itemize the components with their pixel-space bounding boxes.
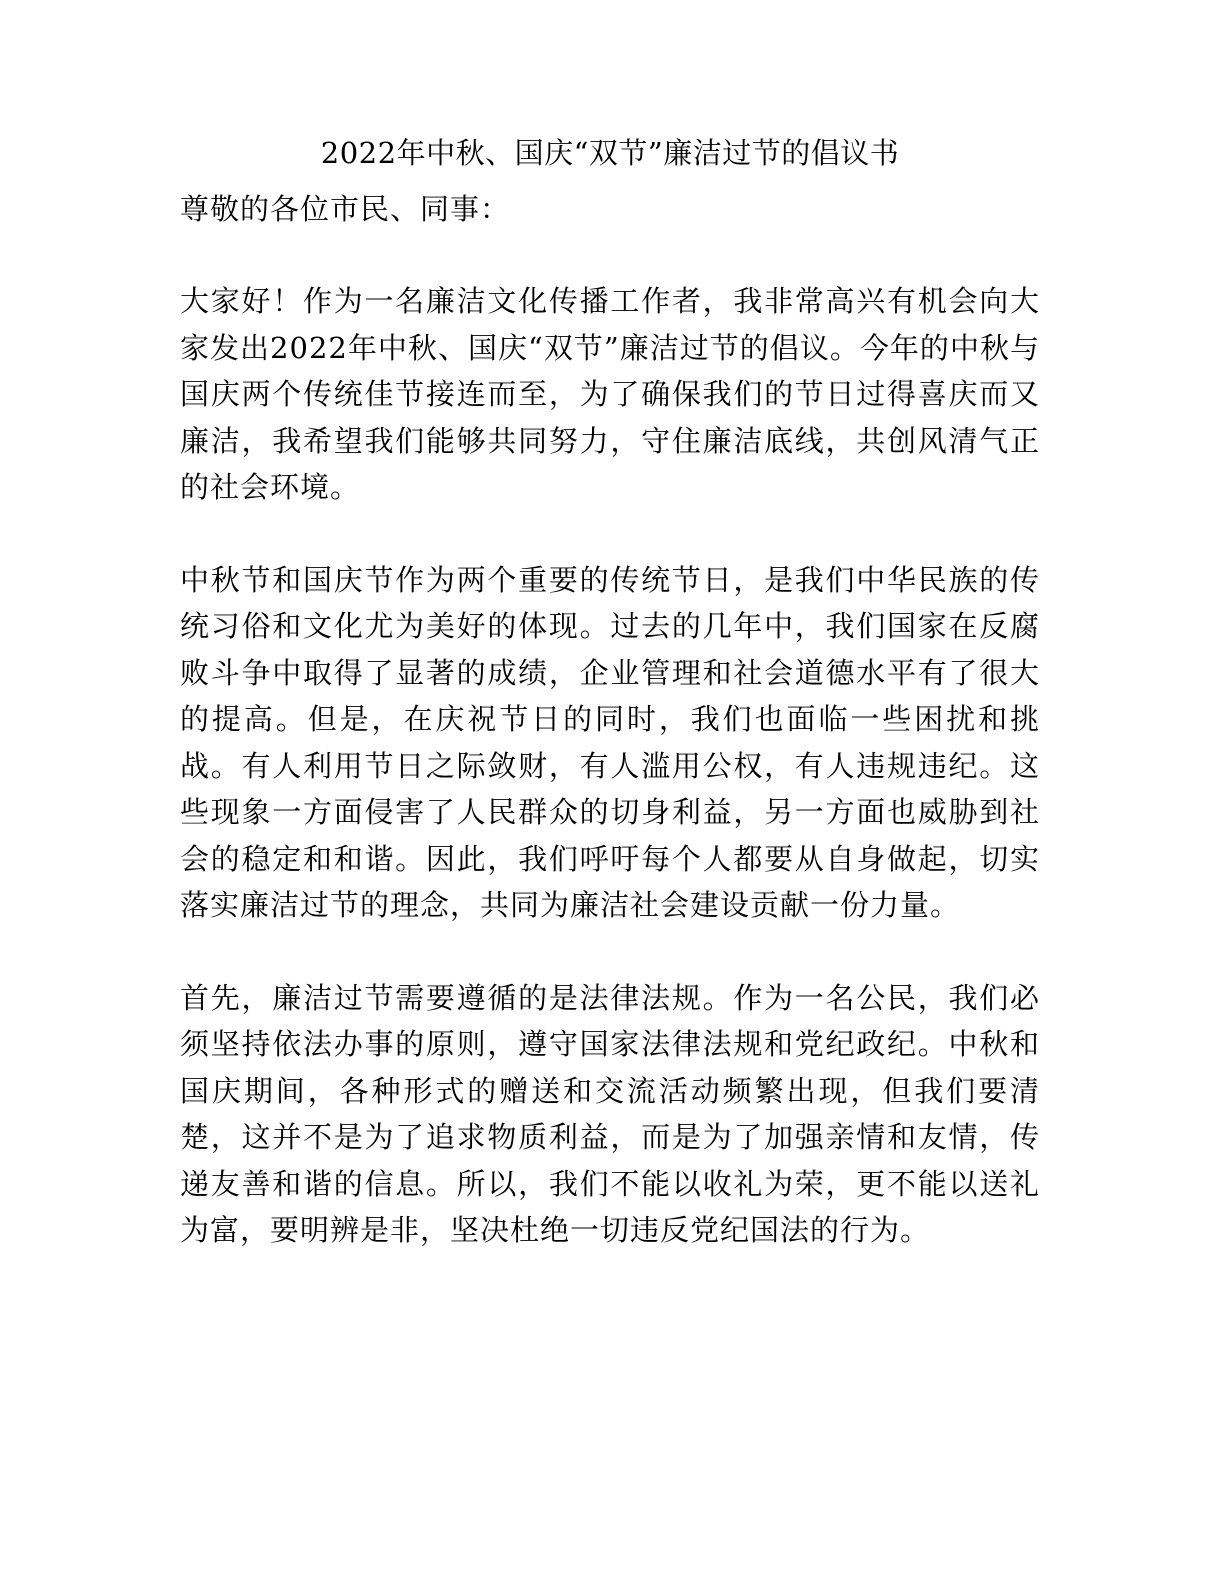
paragraph-background: 中秋节和国庆节作为两个重要的传统节日，是我们中华民族的传统习俗和文化尤为美好的体现。过去的几年中，我们国家在反腐败斗争中取得了显著的成绩，企业管理和社会道德水平有了很大的提高。但是，在庆祝节日的同时，我们也面临一些困扰和挑战。有人利用节日之际敛财，有人滥用公权，有人违规违纪。这些现象一方面侵害了人民群众的切身利益，另一方面也威胁到社会的稳定和和谐。因此，我们呼吁每个人都要从自身做起，切实落实廉洁过节的理念，共同为廉洁社会建设贡献一份力量。 — [180, 562, 1040, 922]
salutation: 尊敬的各位市民、同事： — [180, 192, 511, 226]
paragraph-law: 首先，廉洁过节需要遵循的是法律法规。作为一名公民，我们必须坚持依法办事的原则，遵守国家法律法规和党纪政纪。中秋和国庆期间，各种形式的赠送和交流活动频繁出现，但我们要清楚，这并不是为了追求物质利益，而是为了加强亲情和友情，传递友善和谐的信息。所以，我们不能以收礼为荣，更不能以送礼为富，要明辨是非，坚决杜绝一切违反党纪国法的行为。 — [180, 980, 1040, 1247]
paragraph-greeting: 大家好！作为一名廉洁文化传播工作者，我非常高兴有机会向大家发出2022年中秋、国庆“双节”廉洁过节的倡议。今年的中秋与国庆两个传统佳节接连而至，为了确保我们的节日过得喜庆而又廉洁，我希望我们能够共同努力，守住廉洁底线，共创风清气正的社会环境。 — [180, 284, 1040, 504]
document-page — [180, 130, 1040, 1300]
document-title: 2022年中秋、国庆“双节”廉洁过节的倡议书 — [320, 136, 900, 170]
